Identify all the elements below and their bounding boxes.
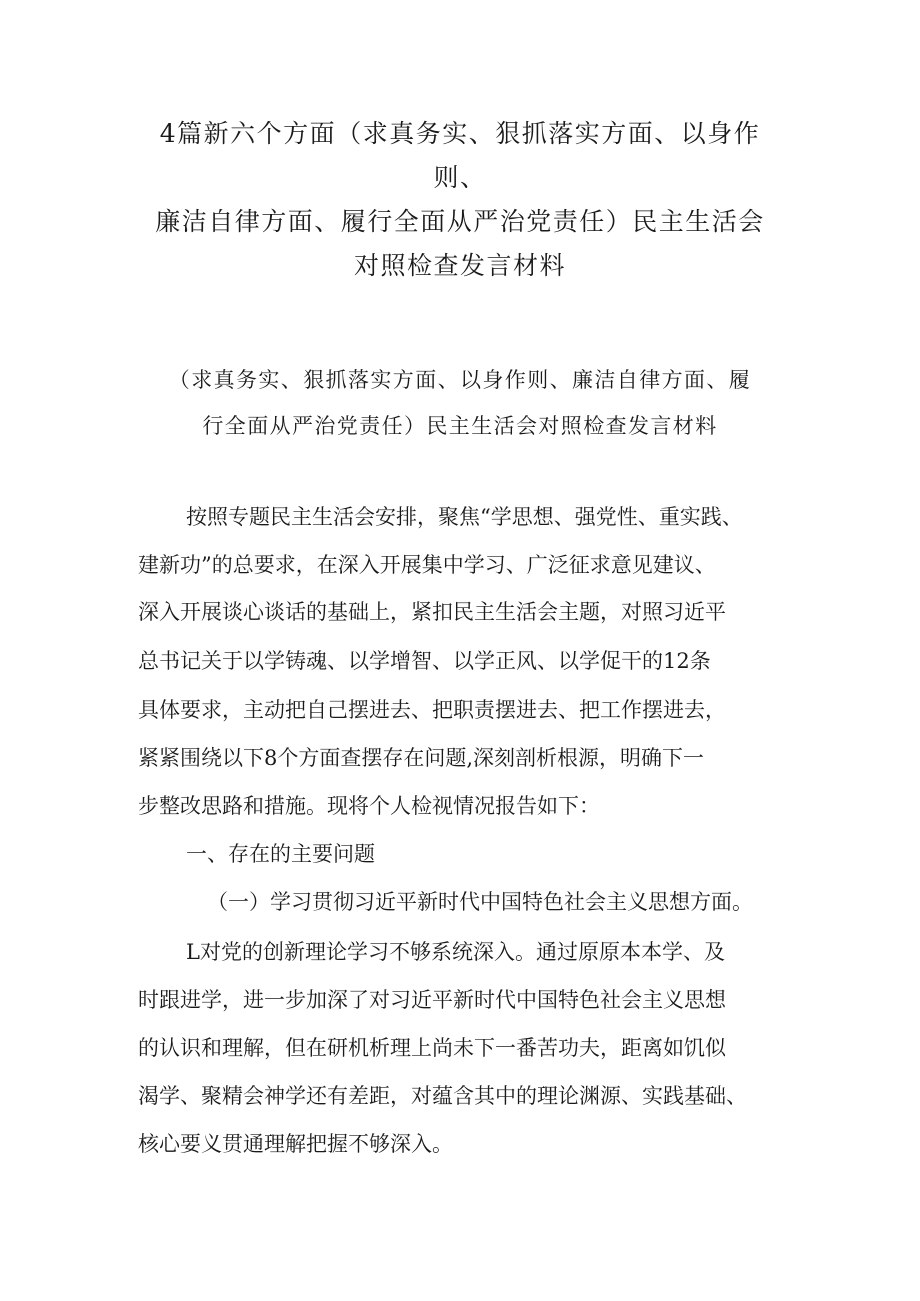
title-line: 对照检查发言材料 xyxy=(353,251,566,280)
point-paragraph-line: 渴学、聚精会神学还有差距，对蕴含其中的理论渊源、实践基础、 xyxy=(138,1084,747,1108)
intro-paragraph-line: 步整改思路和措施。现将个人检视情况报告如下： xyxy=(138,794,600,818)
intro-paragraph-line: 紧紧围绕以下8个方面查摆存在问题,深刻剖析根源，明确下一 xyxy=(138,746,705,770)
intro-paragraph-line: 深入开展谈心谈话的基础上，紧扣民主生活会主题，对照习近平 xyxy=(138,600,726,624)
intro-paragraph-line: 按照专题民主生活会安排，聚焦“学思想、强党性、重实践、 xyxy=(186,505,743,529)
title-line: 4篇新六个方面（求真务实、狠抓落实方面、以身作 xyxy=(159,119,761,148)
subtitle-line: 行全面从严治党责任）民主生活会对照检查发言材料 xyxy=(202,414,718,438)
document-subtitle xyxy=(130,357,790,449)
subsection-heading: （一）学习贯彻习近平新时代中国特色社会主义思想方面。 xyxy=(207,890,753,914)
point-paragraph-line: 时跟进学，进一步加深了对习近平新时代中国特色社会主义思想 xyxy=(138,988,726,1012)
document-title xyxy=(130,112,790,288)
point-paragraph-line: 的认识和理解，但在研机析理上尚未下一番苦功夫，距离如饥似 xyxy=(138,1036,726,1060)
title-line: 则、 xyxy=(433,163,487,192)
section-heading: 一、存在的主要问题 xyxy=(186,842,375,866)
title-line: 廉洁自律方面、履行全面从严治党责任）民主生活会 xyxy=(155,207,765,236)
intro-paragraph-line: 建新功”的总要求，在深入开展集中学习、广泛征求意见建议、 xyxy=(138,553,716,577)
point-paragraph-line: 核心要义贯通理解把握不够深入。 xyxy=(138,1132,453,1156)
subtitle-line: （求真务实、狠抓落实方面、以身作则、廉洁自律方面、履 xyxy=(168,368,752,392)
point-paragraph-line: L对党的创新理论学习不够系统深入。通过原原本本学、及 xyxy=(186,940,725,964)
intro-paragraph-line: 具体要求，主动把自己摆进去、把职责摆进去、把工作摆进去， xyxy=(138,698,726,722)
intro-paragraph-line: 总书记关于以学铸魂、以学增智、以学正风、以学促干的12条 xyxy=(138,649,711,673)
